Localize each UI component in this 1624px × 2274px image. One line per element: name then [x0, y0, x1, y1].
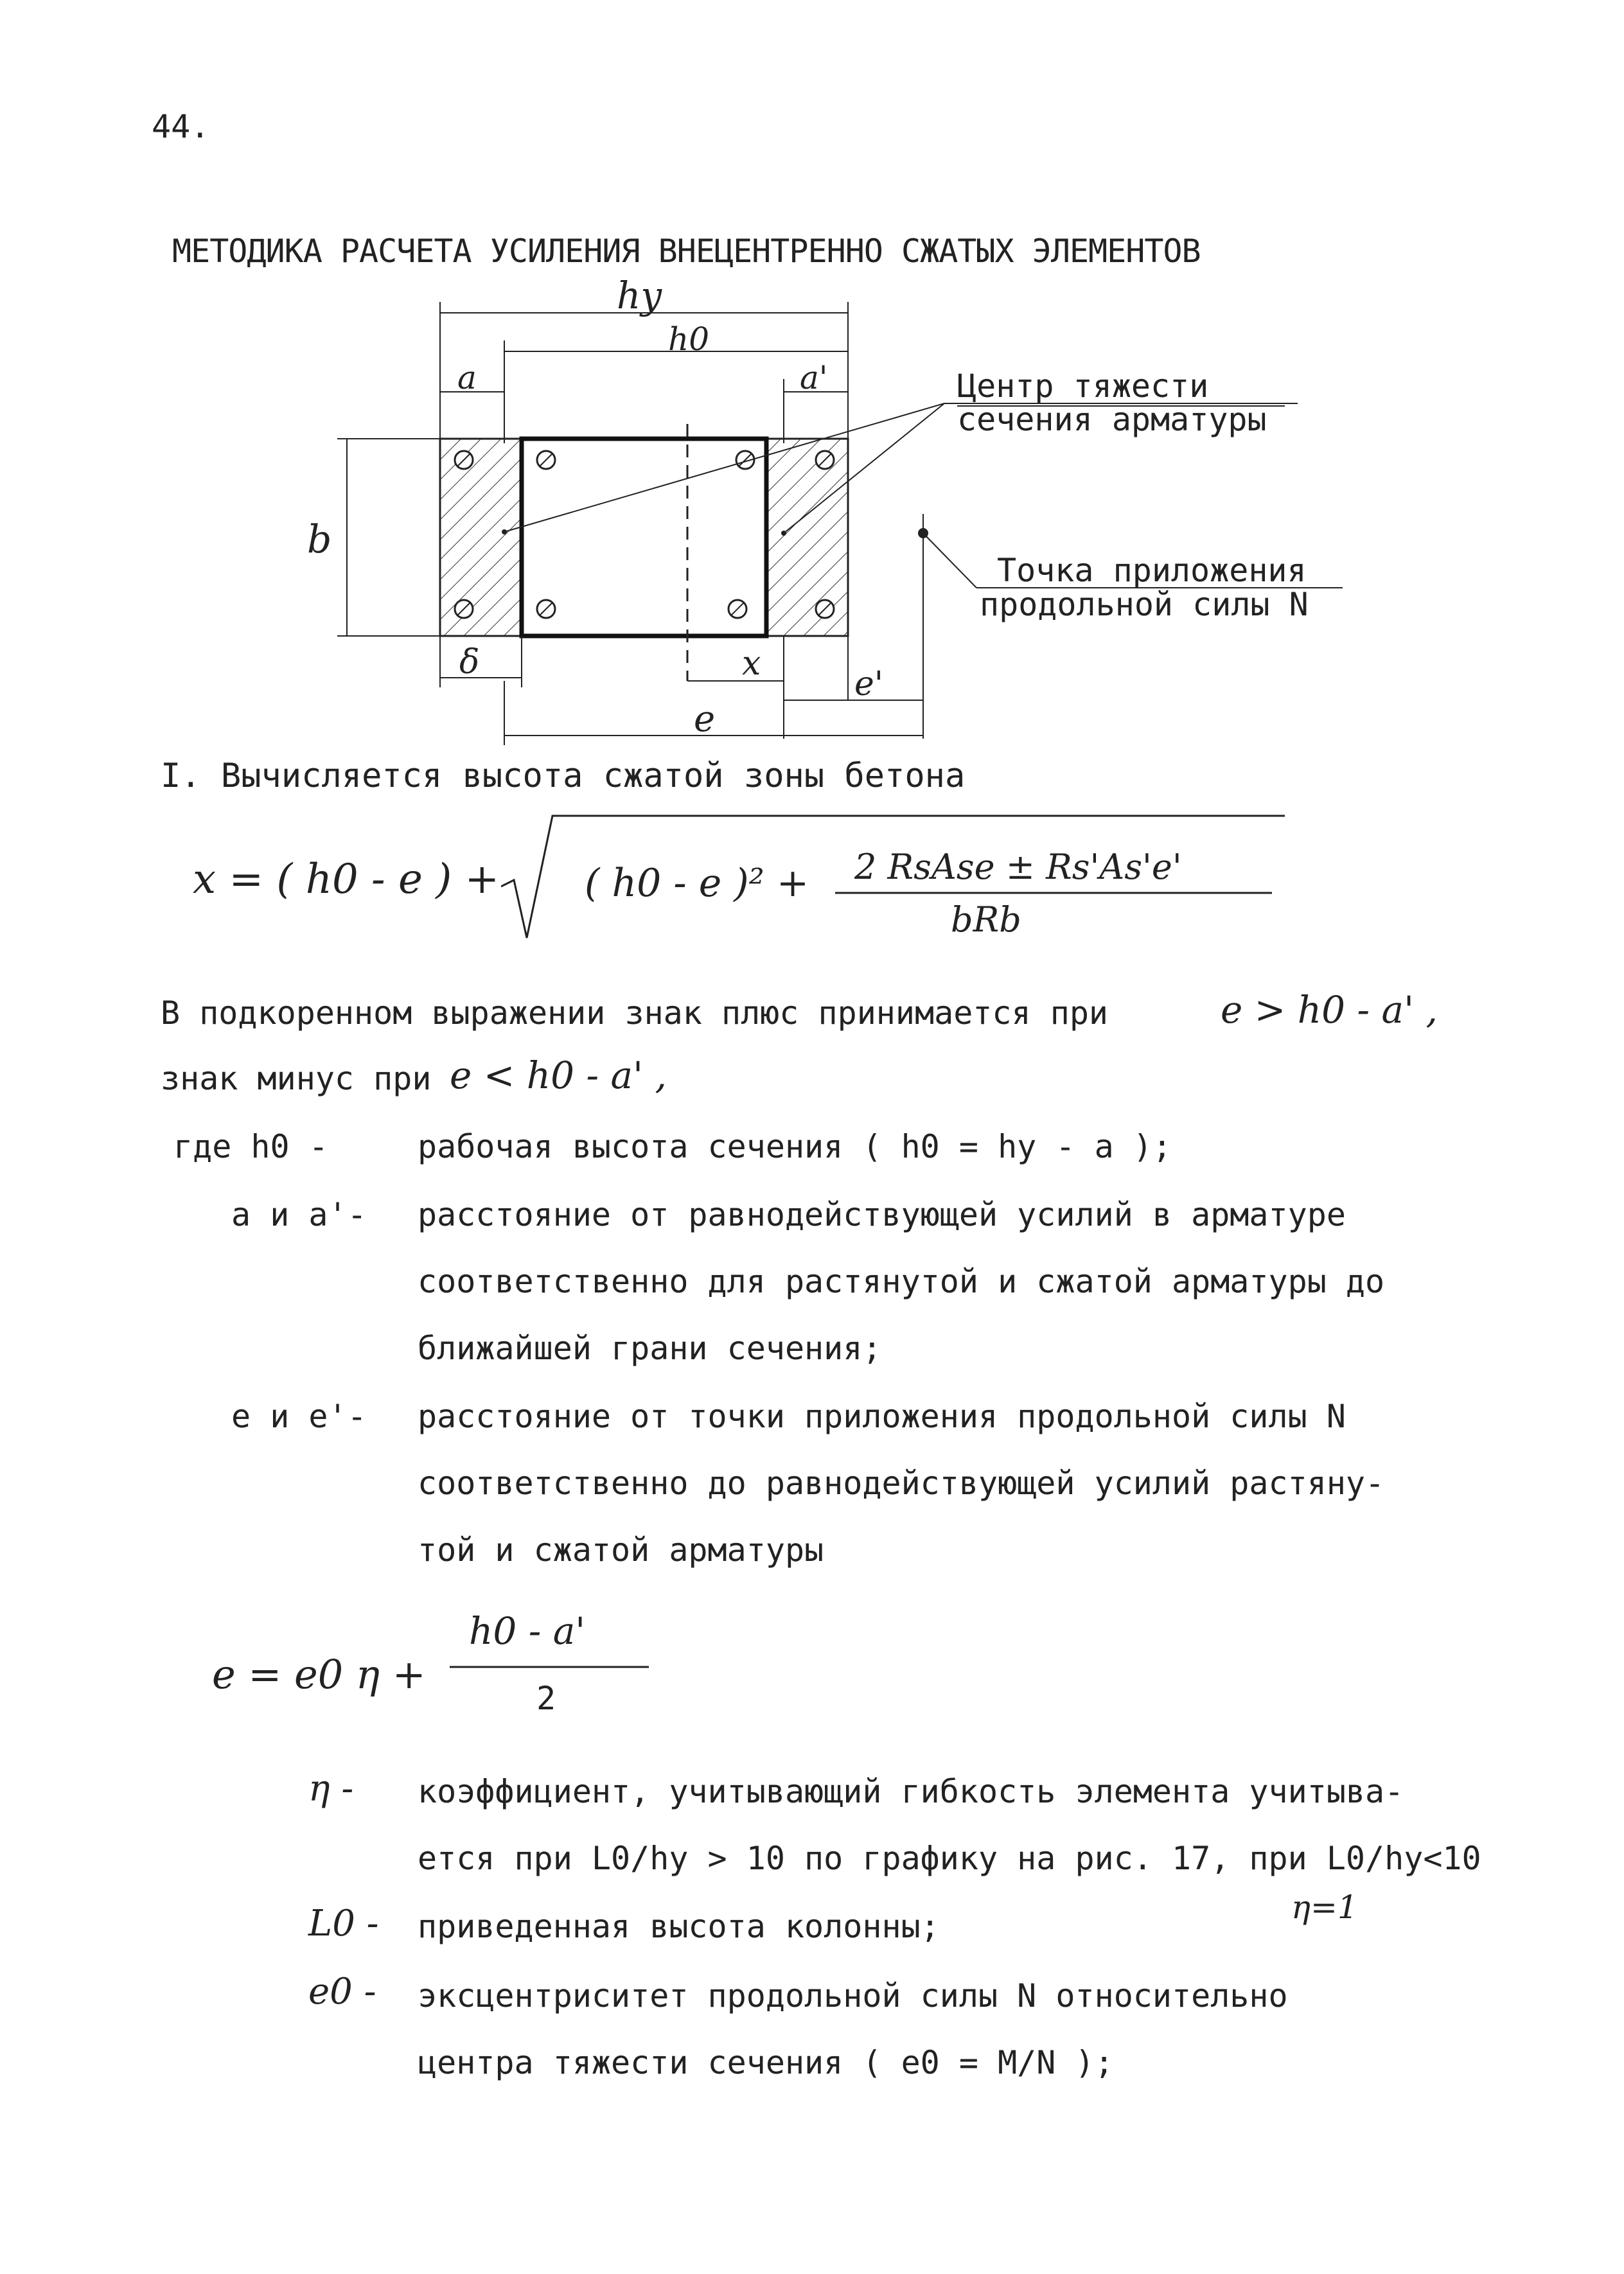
def-a-text-1: расстояние от равнодействующей усилий в арматуре [418, 1196, 1346, 1233]
sign-rule-cond2: e < h0 - a' , [450, 1053, 667, 1097]
label-e: e [694, 698, 716, 740]
callout-center-line2: сечения арматуры [957, 401, 1267, 438]
formula-x-lhs: x = ( h0 - e ) + [193, 856, 500, 903]
label-h0: h0 [668, 321, 710, 358]
callout-force-line1: Точка приложения [997, 552, 1307, 589]
def-e-text-3: той и сжатой арматуры [418, 1531, 824, 1569]
label-a-prime: a' [800, 359, 828, 396]
def-e0-symbol: e0 - [308, 1971, 376, 2013]
left-hatch [440, 439, 520, 636]
label-hy: hy [617, 274, 662, 317]
sign-rule-cond1: e > h0 - a' , [1221, 988, 1438, 1032]
callout-force-line2: продольной силы N [980, 586, 1309, 623]
formula-x-radicand: ( h0 - e )² + [585, 861, 809, 906]
section-diagram [0, 0, 1624, 771]
def-eta-symbol: η - [308, 1768, 354, 1810]
step-1-heading: I. Вычисляется высота сжатой зоны бетона [161, 757, 966, 795]
def-l0-text: приведенная высота колонны; [418, 1908, 940, 1945]
def-l0-symbol: L0 - [308, 1903, 379, 1944]
page-number: 44. [152, 108, 210, 145]
sign-rule-line2: знак минус при [161, 1060, 432, 1097]
label-e-prime: e' [854, 665, 884, 703]
def-a-text-2: соответственно для растянутой и сжатой арматуры до [418, 1263, 1385, 1300]
def-e0-text-2: центра тяжести сечения ( e0 = M/N ); [418, 2044, 1114, 2081]
formula-e-lhs: e = e0 η + [212, 1651, 426, 1698]
formula-x-numerator: 2 RsAse ± Rs'As'e' [854, 847, 1182, 887]
def-eta-text-1: коэффициент, учитывающий гибкость элемента учитыва- [418, 1773, 1404, 1810]
def-e-symbol: e и e'- [231, 1398, 367, 1435]
def-a-text-3: ближайшей грани сечения; [418, 1330, 882, 1367]
label-delta: δ [459, 643, 480, 682]
def-h0-text: рабочая высота сечения ( h0 = hy - a ); [418, 1128, 1172, 1165]
label-a: a [457, 359, 477, 396]
callout-center-line1: Центр тяжести [957, 367, 1209, 405]
formula-e-denominator: 2 [536, 1680, 556, 1717]
sign-rule-line1: В подкоренном выражении знак плюс принимается при [161, 994, 1109, 1032]
def-e-text-1: расстояние от точки приложения продольной силы N [418, 1398, 1346, 1435]
def-h0-symbol: где h0 - [173, 1128, 328, 1165]
label-b: b [307, 517, 332, 562]
def-e-text-2: соответственно до равнодействующей усилий растяну- [418, 1465, 1385, 1502]
page-title: МЕТОДИКА РАСЧЕТА УСИЛЕНИЯ ВНЕЦЕНТРЕННО СЖАТЫХ ЭЛЕМЕНТОВ [172, 233, 1201, 270]
formula-e-numerator: h0 - a' [469, 1609, 586, 1653]
def-eta-text-3: η=1 [1291, 1889, 1358, 1926]
def-e0-text-1: эксцентриситет продольной силы N относительно [418, 1977, 1288, 2014]
right-hatch [768, 439, 848, 636]
label-x: x [742, 644, 761, 683]
formula-x-denominator: bRb [951, 899, 1021, 940]
def-a-symbol: a и a'- [231, 1196, 367, 1233]
formula-e-fraction-bar [450, 1664, 655, 1670]
def-eta-text-2: ется при L0/hy > 10 по графику на рис. 17, при L0/hy<10 [418, 1840, 1481, 1877]
